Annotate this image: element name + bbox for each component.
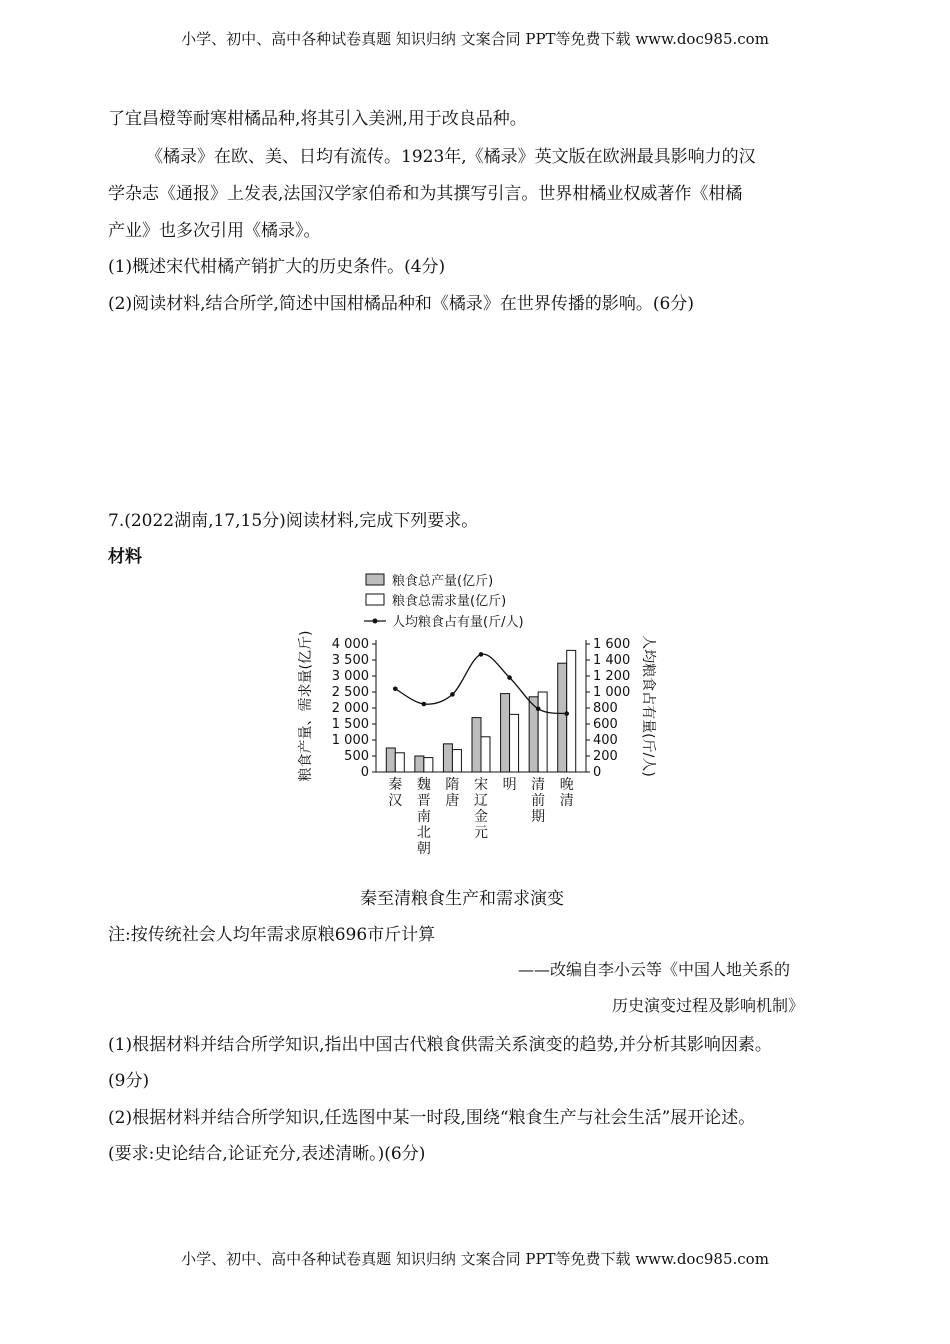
left-axis-label: 粮食产量、需求量(亿斤) xyxy=(298,630,314,782)
x-tick-label-char: 前 xyxy=(531,793,546,809)
bar-production xyxy=(501,694,510,772)
right-tick-label: 1 000 xyxy=(593,685,631,700)
legend-swatch-production xyxy=(366,574,384,585)
x-tick-label-char: 魏 xyxy=(416,777,431,793)
page-header: 小学、初中、高中各种试卷真题 知识归纳 文案合同 PPT等免费下载 www.doc985.com xyxy=(181,30,769,48)
per-capita-point xyxy=(479,652,484,657)
bar-demand xyxy=(538,692,547,772)
per-capita-point xyxy=(507,675,512,680)
question-7-1: (1)根据材料并结合所学知识,指出中国古代粮食供需关系演变的趋势,并分析其影响因素。 xyxy=(108,1035,772,1055)
right-tick-label: 600 xyxy=(593,717,618,732)
x-tick-label-char: 清 xyxy=(559,793,574,809)
x-tick-label-char: 清 xyxy=(531,777,546,793)
bar-demand xyxy=(424,758,433,772)
legend-swatch-demand xyxy=(366,594,384,605)
bar-demand xyxy=(481,737,490,772)
bar-demand xyxy=(395,753,404,772)
question-6-1: (1)概述宋代柑橘产销扩大的历史条件。(4分) xyxy=(108,257,446,277)
x-tick-label-char: 唐 xyxy=(445,793,460,809)
question-7-2-requirement: (要求:史论结合,论证充分,表述清晰。)(6分) xyxy=(108,1144,426,1164)
body-line-2: 《橘录》在欧、美、日均有流传。1923年,《橘录》英文版在欧洲最具影响力的汉 xyxy=(146,147,756,167)
x-tick-label-char: 秦 xyxy=(388,777,403,793)
grain-chart xyxy=(290,568,660,863)
bar-production xyxy=(558,663,567,772)
x-tick-label-char: 汉 xyxy=(388,793,403,809)
right-axis-label: 人均粮食占有量(斤/人) xyxy=(640,635,656,777)
right-tick-label: 1 600 xyxy=(593,637,631,652)
bar-demand xyxy=(510,714,519,772)
x-tick-label-char: 晚 xyxy=(559,777,574,793)
x-tick-label-char: 南 xyxy=(416,809,431,825)
per-capita-point xyxy=(536,707,541,712)
left-tick-label: 2 500 xyxy=(331,685,369,700)
body-line-4: 产业》也多次引用《橘录》。 xyxy=(108,221,321,241)
left-tick-label: 500 xyxy=(344,749,369,764)
question-7-2: (2)根据材料并结合所学知识,任选图中某一时段,围绕“粮食生产与社会生活”展开论述。 xyxy=(108,1108,756,1128)
source-line-1: ——改编自李小云等《中国人地关系的 xyxy=(518,960,791,979)
legend-marker-per-capita xyxy=(373,619,378,624)
bar-production xyxy=(472,718,481,772)
left-tick-label: 1 000 xyxy=(331,733,369,748)
x-tick-label-char: 宋 xyxy=(474,777,488,793)
right-tick-label: 800 xyxy=(593,701,618,716)
right-tick-label: 1 200 xyxy=(593,669,631,684)
left-tick-label: 2 000 xyxy=(331,701,369,716)
question-7-heading: 7.(2022湖南,17,15分)阅读材料,完成下列要求。 xyxy=(108,511,479,531)
bar-demand xyxy=(452,750,461,772)
x-tick-label-char: 朝 xyxy=(416,841,431,857)
body-line-3: 学杂志《通报》上发表,法国汉学家伯希和为其撰写引言。世界柑橘业权威著作《柑橘 xyxy=(108,184,743,204)
per-capita-point xyxy=(564,711,569,716)
x-tick-label-char: 晋 xyxy=(416,793,431,809)
per-capita-point xyxy=(422,702,427,707)
question-7-1-score: (9分) xyxy=(108,1071,150,1091)
right-tick-label: 400 xyxy=(593,733,618,748)
legend-label-per-capita: 人均粮食占有量(斤/人) xyxy=(392,615,524,630)
x-tick-label-char: 明 xyxy=(502,777,517,793)
chart-legend xyxy=(364,573,524,630)
legend-label-demand: 粮食总需求量(亿斤) xyxy=(392,594,507,609)
material-label: 材料 xyxy=(108,547,142,567)
per-capita-point xyxy=(450,692,455,697)
x-tick-label-char: 金 xyxy=(474,809,488,825)
bar-production xyxy=(415,756,424,772)
left-tick-label: 3 500 xyxy=(331,653,369,668)
body-line-1: 了宜昌橙等耐寒柑橘品种,将其引入美洲,用于改良品种。 xyxy=(108,109,527,129)
bar-production xyxy=(443,744,452,772)
source-line-2: 历史演变过程及影响机制》 xyxy=(612,996,805,1015)
chart-note: 注:按传统社会人均年需求原粮696市斤计算 xyxy=(108,925,436,945)
left-tick-label: 1 500 xyxy=(331,717,369,732)
right-tick-label: 0 xyxy=(593,765,602,780)
bar-demand xyxy=(567,650,576,772)
x-tick-label-char: 元 xyxy=(474,825,488,841)
bar-production xyxy=(386,748,395,772)
x-tick-label-char: 北 xyxy=(416,825,431,841)
legend-label-production: 粮食总产量(亿斤) xyxy=(392,574,494,589)
question-6-2: (2)阅读材料,结合所学,简述中国柑橘品种和《橘录》在世界传播的影响。(6分) xyxy=(108,294,694,314)
page-footer: 小学、初中、高中各种试卷真题 知识归纳 文案合同 PPT等免费下载 www.doc985.com xyxy=(181,1250,769,1268)
right-tick-label: 200 xyxy=(593,749,618,764)
left-tick-label: 3 000 xyxy=(331,669,369,684)
x-tick-label-char: 隋 xyxy=(445,777,460,793)
left-tick-label: 4 000 xyxy=(331,637,369,652)
x-tick-label-char: 辽 xyxy=(474,793,488,809)
x-tick-label-char: 期 xyxy=(531,809,546,825)
chart-caption: 秦至清粮食生产和需求演变 xyxy=(360,889,564,909)
per-capita-point xyxy=(393,687,398,692)
right-tick-label: 1 400 xyxy=(593,653,631,668)
left-tick-label: 0 xyxy=(360,765,369,780)
